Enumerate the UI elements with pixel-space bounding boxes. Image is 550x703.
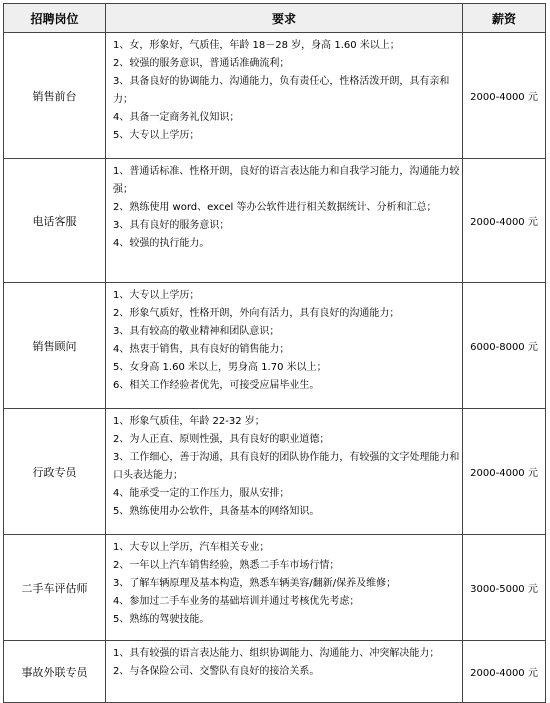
requirement-item: 2、形象气质好，性格开朗，外向有活力，具有良好的沟通能力； — [113, 308, 400, 319]
job-requirements — [106, 33, 463, 159]
job-requirements — [106, 283, 463, 409]
requirement-item: 1、女，形象好，气质佳，年龄 18－28 岁，身高 1.60 米以上； — [113, 40, 400, 51]
requirement-item: 3、工作细心，善于沟通，具有良好的团队协作能力，有较强的文字处理能力和口头表达能力； — [113, 452, 460, 481]
table-row — [4, 641, 546, 703]
job-title: 销售顾问 — [4, 283, 106, 409]
requirement-item: 1、大专以上学历； — [113, 290, 200, 301]
requirement-item: 2、熟练使用 word、excel 等办公软件进行相关数据统计、分析和汇总； — [113, 202, 437, 213]
requirement-item: 3、具备良好的协调能力、沟通能力，负有责任心，性格活泼开朗，具有亲和力； — [113, 76, 450, 105]
header-position: 招聘岗位 — [4, 4, 106, 33]
table-row — [4, 535, 546, 641]
requirement-item: 4、能承受一定的工作压力，服从安排； — [113, 488, 290, 499]
requirement-item: 1、大专以上学历，汽车相关专业； — [113, 542, 270, 553]
requirement-item: 1、具有较强的语言表达能力、组织协调能力、沟通能力、冲突解决能力； — [113, 648, 440, 659]
table-row — [4, 409, 546, 535]
requirement-item: 5、熟练的驾驶技能。 — [113, 614, 210, 625]
table-row — [4, 159, 546, 283]
requirement-item: 3、具有良好的服务意识； — [113, 220, 230, 231]
job-salary: 2000-4000 元 — [463, 159, 546, 283]
job-salary: 6000-8000 元 — [463, 283, 546, 409]
job-requirements — [106, 409, 463, 535]
requirement-item: 1、形象气质佳，年龄 22-32 岁； — [113, 416, 265, 427]
requirement-item: 4、参加过二手车业务的基础培训并通过考核优先考虑； — [113, 596, 360, 607]
job-title: 二手车评估师 — [4, 535, 106, 641]
table-row — [4, 33, 546, 159]
job-salary: 3000-5000 元 — [463, 535, 546, 641]
requirement-item: 5、女身高 1.60 米以上，男身高 1.70 米以上； — [113, 362, 327, 373]
requirement-item: 4、较强的执行能力。 — [113, 238, 210, 249]
requirement-item: 2、与各保险公司、交警队有良好的接洽关系。 — [113, 666, 320, 677]
job-title: 电话客服 — [4, 159, 106, 283]
requirement-item: 2、为人正直、原则性强，具有良好的职业道德； — [113, 434, 330, 445]
header-requirements: 要求 — [106, 4, 463, 33]
job-requirements — [106, 641, 463, 703]
job-requirements — [106, 535, 463, 641]
header-salary: 薪资 — [463, 4, 546, 33]
job-title: 销售前台 — [4, 33, 106, 159]
requirement-item: 3、了解车辆原理及基本构造，熟悉车辆美容/翻新/保养及维修； — [113, 578, 397, 589]
table-header-row — [4, 4, 546, 33]
requirement-item: 5、大专以上学历； — [113, 130, 200, 141]
job-salary: 2000-4000 元 — [463, 641, 546, 703]
job-requirements — [106, 159, 463, 283]
job-salary: 2000-4000 元 — [463, 409, 546, 535]
job-salary: 2000-4000 元 — [463, 33, 546, 159]
requirement-item: 4、具备一定商务礼仪知识； — [113, 112, 240, 123]
job-title: 事故外联专员 — [4, 641, 106, 703]
recruitment-table — [3, 3, 546, 703]
requirement-item: 6、相关工作经验者优先，可接受应届毕业生。 — [113, 380, 320, 391]
requirement-item: 3、具有较高的敬业精神和团队意识； — [113, 326, 280, 337]
requirement-item: 1、普通话标准、性格开朗，良好的语言表达能力和自我学习能力，沟通能力较强； — [113, 166, 460, 195]
requirement-item: 5、熟练使用办公软件，具备基本的网络知识。 — [113, 506, 320, 517]
requirement-item: 4、热衷于销售，具有良好的销售能力； — [113, 344, 290, 355]
requirement-item: 2、较强的服务意识，普通话准确流利； — [113, 58, 290, 69]
table-row — [4, 283, 546, 409]
requirement-item: 2、一年以上汽车销售经验，熟悉二手车市场行情； — [113, 560, 340, 571]
job-title: 行政专员 — [4, 409, 106, 535]
